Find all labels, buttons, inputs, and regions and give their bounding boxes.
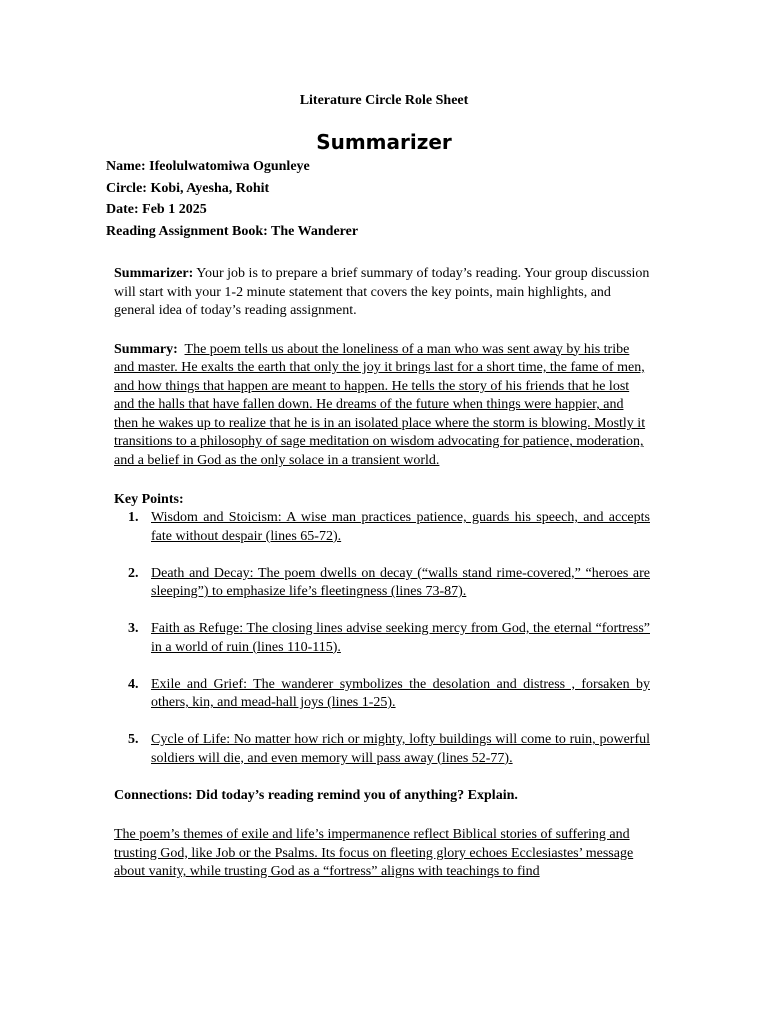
key-points-list: [114, 509, 650, 768]
instructions-text: Your job is to prepare a brief summary of today’s reading. Your group discussion will start with your 1-2 minute statement that covers the key points, main highlights, and general idea of today’s reading assignment.: [114, 266, 650, 318]
item-text: Wisdom and Stoicism: A wise man practices patience, guards his speech, and accepts fate without despair (lines 65-72).: [151, 510, 650, 544]
item-text: Exile and Grief: The wanderer symbolizes the desolation and distress , forsaken by others, kin, and mead-hall joys (lines 1-25).: [151, 676, 650, 711]
connections-answer: The poem’s themes of exile and life’s impermanence reflect Biblical stories of suffering and trusting God, like Job or the Psalms. Its focus on fleeting glory echoes Ecclesiastes’ message about vanity, while trusting God as a “fortress” aligns with teachings to find: [114, 827, 634, 880]
key-points-heading: Key Points:: [114, 491, 184, 507]
item-number: 3.: [128, 621, 139, 637]
role-title: Summarizer: [316, 130, 452, 154]
item-number: 2.: [128, 565, 139, 581]
list-item: [114, 731, 650, 768]
date: Date: Feb 1 2025: [106, 202, 207, 218]
connections-heading: Connections: Did today’s reading remind you of anything? Explain.: [114, 787, 518, 803]
list-item: [114, 509, 650, 546]
student-name: Name: Ifeolulwatomiwa Ogunleye: [106, 159, 310, 174]
item-number: 1.: [128, 510, 139, 526]
reading-assignment: Reading Assignment Book: The Wanderer: [106, 224, 359, 240]
item-number: 4.: [128, 676, 139, 692]
list-item: [114, 565, 650, 602]
student-info: [106, 156, 358, 243]
instructions-label: Summarizer:: [114, 266, 194, 281]
list-item: [114, 676, 650, 713]
item-text: Cycle of Life: No matter how rich or mighty, lofty buildings will come to ruin, powerful soldiers will die, and even memory will pass away (lines 52-77).: [151, 732, 650, 766]
list-item: [114, 620, 650, 657]
role-instructions: [114, 265, 650, 321]
circle-members: Circle: Kobi, Ayesha, Rohit: [106, 180, 270, 196]
item-number: 5.: [128, 732, 139, 748]
summary-label: Summary:: [114, 341, 178, 357]
item-text: Death and Decay: The poem dwells on decay (“walls stand rime-covered,” “heroes are sleeping”) to emphasize life’s fleetingness (lines 73-87).: [151, 565, 650, 600]
main-content: [114, 265, 650, 882]
item-text: Faith as Refuge: The closing lines advise seeking mercy from God, the eternal “fortress” in a world of ruin (lines 110-115).: [151, 621, 650, 655]
summary-section: [114, 341, 650, 471]
document-title: Literature Circle Role Sheet: [299, 93, 469, 108]
summary-text: The poem tells us about the loneliness of a man who was sent away by his tribe and master. He exalts the earth that only the joy it brings last for a short time, the fame of men, and how things that happen are meant to happen. He tells the story of his friends that he lost and the halls that have fallen down. He dreams of the future when things were happier, and then he wakes up to realize that he is in an isolated place where the storm is blowing. Mostly it transitions to a philosophy of sage meditation on wisdom advocating for patience, moderation, and a belief in God as the only solace in a transient world.: [114, 341, 646, 469]
